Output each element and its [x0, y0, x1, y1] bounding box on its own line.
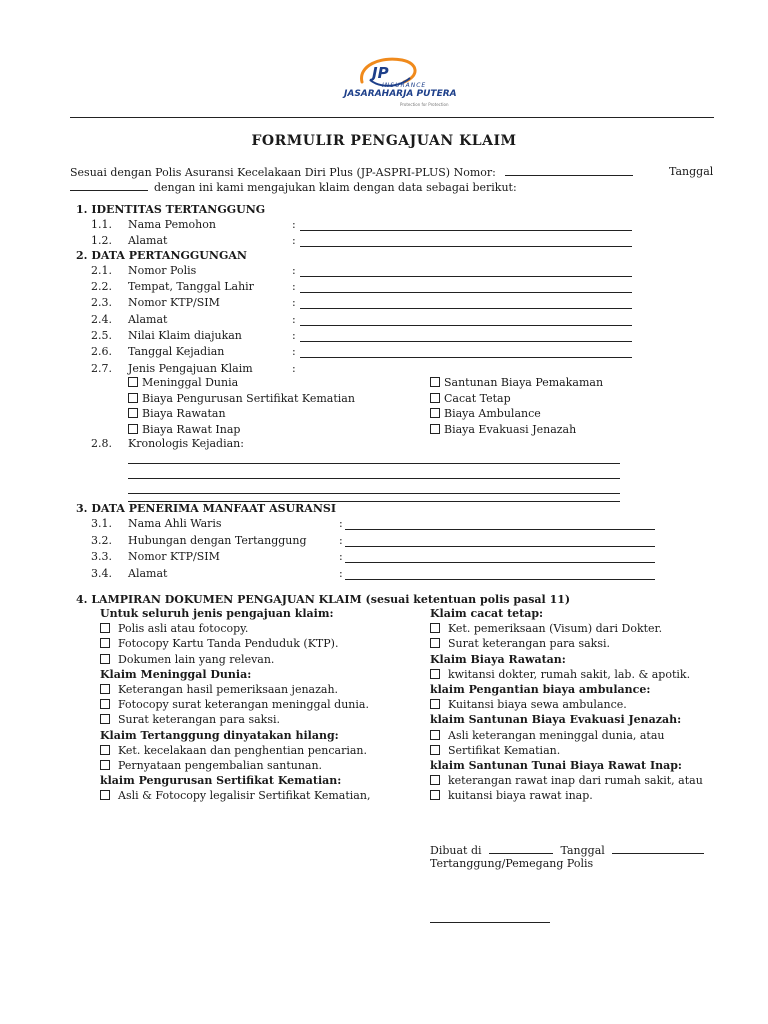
intro-date-label: Tanggal [669, 165, 714, 178]
attachment-item[interactable] [430, 789, 593, 802]
attachment-item[interactable] [100, 759, 322, 772]
checkbox[interactable] [430, 424, 440, 434]
attachment-item[interactable] [430, 637, 610, 650]
policy-date-field[interactable] [70, 180, 148, 191]
attachment-group-heading: Untuk seluruh jenis pengajuan klaim: [100, 607, 334, 620]
field-3-3-label: Nomor KTP/SIM [128, 550, 220, 563]
date-field[interactable] [612, 843, 704, 854]
attachment-group-heading: Klaim Biaya Rawatan: [430, 652, 566, 666]
field-2-4-label: Alamat [128, 313, 168, 326]
attachment-item[interactable] [430, 729, 665, 742]
field-2-8-number: 2.8. [91, 437, 112, 450]
field-2-1-input-line[interactable] [300, 264, 632, 277]
field-3-2-label: Hubungan dengan Tertanggung [128, 534, 307, 547]
date-label: Tanggal [560, 844, 605, 857]
field-2-7-number: 2.7. [91, 362, 112, 375]
field-2-2-colon: : [292, 280, 296, 293]
checkbox[interactable] [100, 699, 110, 709]
checkbox[interactable] [430, 669, 440, 679]
field-2-6-number: 2.6. [91, 345, 112, 358]
attachment-item[interactable] [100, 744, 367, 757]
checkbox[interactable] [430, 775, 440, 785]
section-3-heading: 3. DATA PENERIMA MANFAAT ASURANSI [76, 502, 336, 515]
claim-type-option[interactable] [128, 392, 355, 405]
claim-type-label: Biaya Rawat Inap [142, 423, 241, 436]
field-1-2-colon: : [292, 234, 296, 247]
attachment-item-label: Asli keterangan meninggal dunia, atau [448, 728, 665, 742]
field-2-4-number: 2.4. [91, 313, 112, 326]
checkbox[interactable] [430, 699, 440, 709]
attachment-item-label: kuitansi biaya rawat inap. [448, 789, 593, 803]
field-1-1-input-line[interactable] [300, 218, 632, 231]
attachment-group-heading: klaim Santunan Biaya Evakuasi Jenazah: [430, 713, 682, 727]
attachment-item[interactable] [430, 668, 690, 681]
signatory-role: Tertanggung/Pemegang Polis [430, 857, 594, 870]
checkbox[interactable] [100, 638, 110, 648]
attachment-item[interactable] [430, 774, 703, 787]
field-3-1-input-line[interactable] [345, 517, 655, 530]
attachment-group-heading: Klaim cacat tetap: [430, 607, 544, 620]
attachment-item-label: Keterangan hasil pemeriksaan jenazah. [118, 683, 339, 696]
intro-text-2: dengan ini kami mengajukan klaim dengan data sebagai berikut: [154, 181, 517, 194]
checkbox[interactable] [430, 730, 440, 740]
logo-company-name: JASARAHARJA PUTERA [344, 89, 457, 99]
checkbox[interactable] [100, 654, 110, 664]
field-3-1-colon: : [339, 517, 343, 530]
field-2-5-label: Nilai Klaim diajukan [128, 329, 242, 342]
logo-subtitle: INSURANCE [382, 82, 427, 89]
attachment-group-heading: Klaim Meninggal Dunia: [100, 667, 252, 681]
checkbox[interactable] [430, 623, 440, 633]
field-1-1-colon: : [292, 218, 296, 231]
attachment-item-label: Ket. pemeriksaan (Visum) dari Dokter. [448, 622, 663, 636]
attachment-item-label: Dokumen lain yang relevan. [118, 652, 275, 666]
field-3-2-input-line[interactable] [345, 534, 655, 547]
attachment-item-label: Surat keterangan para saksi. [448, 637, 610, 651]
attachment-group-heading: Klaim Tertanggung dinyatakan hilang: [100, 728, 339, 742]
checkbox[interactable] [100, 684, 110, 694]
field-2-6-input-line[interactable] [300, 345, 632, 358]
field-3-4-number: 3.4. [91, 567, 112, 580]
attachment-item-label: Asli & Fotocopy legalisir Sertifikat Kematian, [118, 789, 371, 803]
field-3-4-label: Alamat [128, 567, 168, 580]
checkbox[interactable] [430, 393, 440, 403]
chronology-line-1[interactable] [128, 451, 620, 464]
field-3-2-number: 3.2. [91, 534, 112, 547]
claim-type-option[interactable] [430, 407, 541, 420]
attachment-item[interactable] [100, 789, 370, 802]
checkbox[interactable] [128, 408, 138, 418]
form-title: FORMULIR PENGAJUAN KLAIM [251, 133, 517, 149]
attachment-item[interactable] [430, 698, 627, 711]
attachment-item[interactable] [100, 622, 248, 635]
section-4-heading: 4. LAMPIRAN DOKUMEN PENGAJUAN KLAIM (sesuai ketentuan polis pasal 11) [76, 593, 571, 606]
logo-tagline: Protection for Protection [400, 102, 449, 107]
checkbox[interactable] [100, 714, 110, 724]
field-3-2-colon: : [339, 534, 343, 547]
field-2-3-input-line[interactable] [300, 296, 632, 309]
checkbox[interactable] [128, 393, 138, 403]
field-2-8-label: Kronologis Kejadian: [128, 437, 244, 450]
checkbox[interactable] [100, 760, 110, 770]
field-1-2-input-line[interactable] [300, 234, 632, 247]
attachment-group-heading: klaim Pengantian biaya ambulance: [430, 683, 651, 696]
claim-type-label: Biaya Ambulance [444, 407, 541, 420]
intro-line-2 [70, 180, 517, 194]
attachment-item[interactable] [100, 653, 274, 666]
field-3-4-colon: : [339, 567, 343, 580]
field-3-1-label: Nama Ahli Waris [128, 517, 222, 530]
svg-text:JP: JP [372, 64, 389, 82]
attachment-item-label: Sertifikat Kematian. [448, 743, 561, 757]
claim-type-label: Meninggal Dunia [142, 376, 239, 389]
claim-type-option[interactable] [128, 423, 240, 436]
field-2-7-colon: : [292, 362, 296, 375]
section-1-heading: 1. IDENTITAS TERTANGGUNG [76, 203, 266, 216]
attachment-item-label: Surat keterangan para saksi. [118, 713, 280, 727]
attachment-item-label: keterangan rawat inap dari rumah sakit, atau [448, 774, 703, 788]
field-2-1-number: 2.1. [91, 264, 112, 277]
checkbox[interactable] [100, 745, 110, 755]
attachment-group-heading: klaim Santunan Tunai Biaya Rawat Inap: [430, 759, 682, 772]
field-2-2-input-line[interactable] [300, 280, 632, 293]
attachment-item-label: Pernyataan pengembalian santunan. [118, 759, 323, 772]
policy-number-field[interactable] [505, 165, 633, 176]
intro-line-1 [70, 165, 639, 179]
field-2-3-number: 2.3. [91, 296, 112, 309]
chronology-line-3[interactable] [128, 481, 620, 494]
field-1-1-label: Nama Pemohon [128, 218, 216, 231]
field-2-5-input-line[interactable] [300, 329, 632, 342]
attachment-item-label: kwitansi dokter, rumah sakit, lab. & apotik. [448, 667, 691, 681]
checkbox[interactable] [430, 377, 440, 387]
attachment-item-label: Fotocopy Kartu Tanda Penduduk (KTP). [118, 637, 339, 651]
attachment-item[interactable] [100, 683, 338, 696]
field-1-1-number: 1.1. [91, 218, 112, 231]
claim-type-option[interactable] [430, 392, 511, 405]
made-at-field[interactable] [489, 843, 553, 854]
attachment-item[interactable] [100, 698, 369, 711]
intro-text: Sesuai dengan Polis Asuransi Kecelakaan Diri Plus (JP-ASPRI-PLUS) Nomor: [70, 166, 496, 179]
claim-type-label: Biaya Pengurusan Sertifikat Kematian [142, 392, 355, 405]
attachment-item[interactable] [430, 622, 662, 635]
header-rule [70, 117, 714, 118]
field-2-6-colon: : [292, 345, 296, 358]
checkbox[interactable] [430, 745, 440, 755]
attachment-item-label: Kuitansi biaya sewa ambulance. [448, 698, 627, 712]
checkbox[interactable] [128, 377, 138, 387]
attachment-item[interactable] [100, 713, 280, 726]
signature-line[interactable] [430, 922, 550, 923]
attachment-group-heading: klaim Pengurusan Sertifikat Kematian: [100, 774, 342, 788]
field-2-1-colon: : [292, 264, 296, 277]
field-3-1-number: 3.1. [91, 517, 112, 530]
claim-type-option[interactable] [430, 423, 576, 436]
field-2-3-label: Nomor KTP/SIM [128, 296, 220, 309]
field-2-4-colon: : [292, 313, 296, 326]
field-2-7-label: Jenis Pengajuan Klaim [128, 362, 253, 375]
checkbox[interactable] [430, 790, 440, 800]
checkbox[interactable] [100, 623, 110, 633]
claim-type-label: Cacat Tetap [444, 392, 511, 405]
field-1-2-number: 1.2. [91, 234, 112, 247]
field-1-2-label: Alamat [128, 234, 168, 247]
field-2-1-label: Nomor Polis [128, 264, 197, 277]
checkbox[interactable] [430, 408, 440, 418]
field-2-2-label: Tempat, Tanggal Lahir [128, 280, 254, 293]
company-logo [340, 52, 460, 122]
attachment-item[interactable] [430, 744, 560, 757]
claim-type-label: Biaya Rawatan [142, 407, 226, 420]
claim-type-option[interactable] [128, 376, 238, 389]
claim-type-option[interactable] [128, 407, 226, 420]
field-3-3-number: 3.3. [91, 550, 112, 563]
attachment-item-label: Fotocopy surat keterangan meninggal dunia. [118, 698, 369, 712]
field-2-5-number: 2.5. [91, 329, 112, 342]
field-3-4-input-line[interactable] [345, 567, 655, 580]
checkbox[interactable] [100, 790, 110, 800]
claim-type-option[interactable] [430, 376, 603, 389]
attachment-item[interactable] [100, 637, 338, 650]
section-2-heading: 2. DATA PERTANGGUNGAN [76, 249, 247, 262]
field-2-5-colon: : [292, 329, 296, 342]
field-2-6-label: Tanggal Kejadian [128, 345, 225, 358]
field-2-4-input-line[interactable] [300, 313, 632, 326]
field-2-2-number: 2.2. [91, 280, 112, 293]
field-2-3-colon: : [292, 296, 296, 309]
checkbox[interactable] [430, 638, 440, 648]
signature-place-date [430, 843, 704, 857]
attachment-item-label: Polis asli atau fotocopy. [118, 622, 249, 636]
field-3-3-input-line[interactable] [345, 550, 655, 563]
field-3-3-colon: : [339, 550, 343, 563]
made-at-label: Dibuat di [430, 844, 482, 857]
attachment-item-label: Ket. kecelakaan dan penghentian pencarian. [118, 743, 368, 757]
checkbox[interactable] [128, 424, 138, 434]
claim-type-label: Santunan Biaya Pemakaman [444, 376, 604, 389]
chronology-line-2[interactable] [128, 466, 620, 479]
claim-type-label: Biaya Evakuasi Jenazah [444, 423, 577, 436]
